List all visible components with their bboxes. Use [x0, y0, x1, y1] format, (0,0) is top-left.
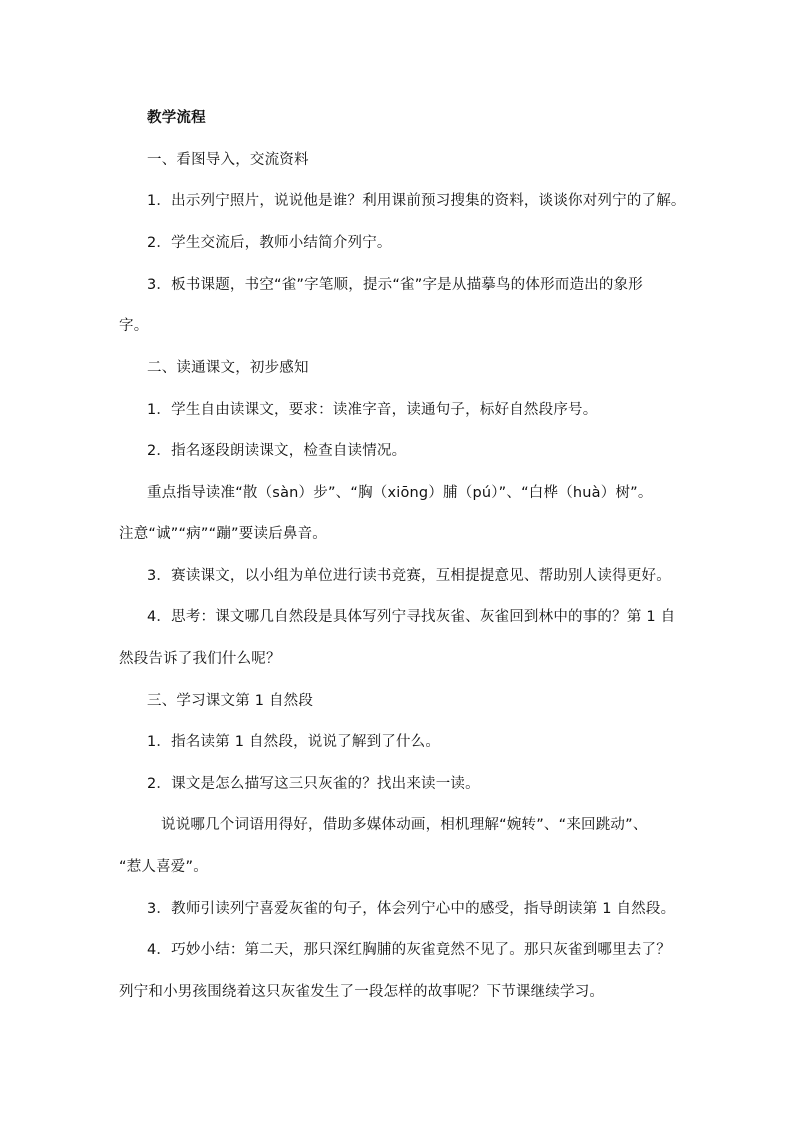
- paragraph-line: 3．赛读课文，以小组为单位进行读书竞赛，互相提提意见、帮助别人读得更好。: [147, 568, 671, 584]
- paragraph-line: 4．思考：课文哪几自然段是具体写列宁寻找灰雀、灰雀回到林中的事的？第 1 自: [147, 609, 676, 625]
- section-heading-1: 一、看图导入，交流资料: [147, 152, 309, 168]
- paragraph-line: 2．课文是怎么描写这三只灰雀的？找出来读一读。: [147, 776, 480, 792]
- paragraph-line: 3．板书课题，书空“雀”字笔顺，提示“雀”字是从描摹鸟的体形而造出的象形: [147, 277, 643, 293]
- paragraph-line: 2．指名逐段朗读课文，检查自读情况。: [147, 443, 407, 459]
- paragraph-line: 1．学生自由读课文，要求：读准字音，读通句子，标好自然段序号。: [147, 402, 598, 418]
- section-heading-3: 三、学习课文第 1 自然段: [147, 693, 314, 709]
- paragraph-line: 注意“诚”“病”“蹦”要读后鼻音。: [119, 526, 327, 542]
- paragraph-line: 重点指导读准“散（sàn）步”、“胸（xiōng）脯（pú）”、“白桦（huà）树”。: [147, 485, 653, 501]
- document-title: 教学流程: [147, 110, 206, 126]
- paragraph-line: 1．指名读第 1 自然段，说说了解到了什么。: [147, 734, 441, 750]
- paragraph-line: 然段告诉了我们什么呢？: [119, 651, 281, 667]
- paragraph-line: 列宁和小男孩围绕着这只灰雀发生了一段怎样的故事呢？下节课继续学习。: [119, 984, 605, 1000]
- paragraph-line: 3．教师引读列宁喜爱灰雀的句子，体会列宁心中的感受，指导朗读第 1 自然段。: [147, 901, 676, 917]
- paragraph-line: 1．出示列宁照片，说说他是谁？利用课前预习搜集的资料，谈谈你对列宁的了解。: [147, 193, 686, 209]
- paragraph-line: 字。: [119, 318, 149, 334]
- paragraph-line: “惹人喜爱”。: [119, 859, 208, 875]
- section-heading-2: 二、读通课文，初步感知: [147, 360, 309, 376]
- paragraph-line: 说说哪几个词语用得好，借助多媒体动画，相机理解“婉转”、“来回跳动”、: [161, 817, 648, 833]
- paragraph-line: 2．学生交流后，教师小结简介列宁。: [147, 235, 392, 251]
- paragraph-line: 4．巧妙小结：第二天，那只深红胸脯的灰雀竟然不见了。那只灰雀到哪里去了？: [147, 942, 671, 958]
